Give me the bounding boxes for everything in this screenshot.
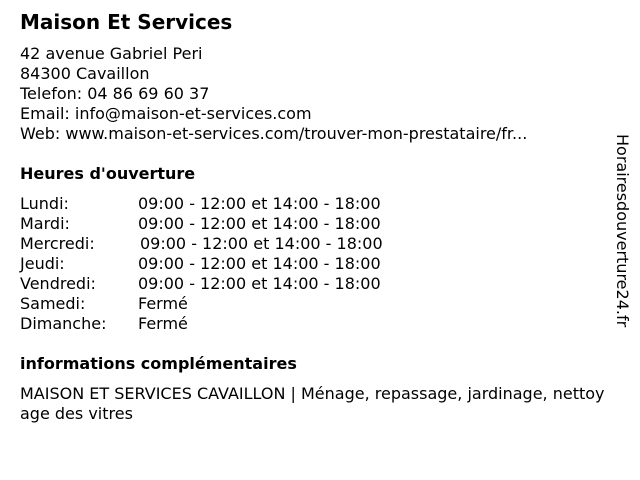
day-label: Dimanche:	[20, 314, 107, 333]
day-label: Vendredi:	[20, 274, 96, 293]
time-value: 09:00 - 12:00 et 14:00 - 18:00	[138, 254, 381, 273]
hours-row-friday	[20, 274, 440, 294]
contact-block	[20, 44, 527, 144]
additional-info-text: MAISON ET SERVICES CAVAILLON | Ménage, repassage, jardinage, nettoyage des vitres	[20, 384, 605, 423]
time-value: 09:00 - 12:00 et 14:00 - 18:00	[138, 194, 381, 213]
hours-row-sunday	[20, 314, 440, 334]
day-label: Lundi:	[20, 194, 69, 213]
time-value: 09:00 - 12:00 et 14:00 - 18:00	[138, 214, 381, 233]
hours-row-tuesday	[20, 214, 440, 234]
day-label: Jeudi:	[20, 254, 65, 273]
phone-number: Telefon: 04 86 69 60 37	[20, 84, 210, 103]
address-line-2: 84300 Cavaillon	[20, 64, 150, 83]
day-label: Samedi:	[20, 294, 86, 313]
day-label: Mardi:	[20, 214, 70, 233]
time-value: 09:00 - 12:00 et 14:00 - 18:00	[138, 274, 381, 293]
email-address: Email: info@maison-et-services.com	[20, 104, 312, 123]
hours-row-thursday	[20, 254, 440, 274]
opening-hours-list	[20, 194, 440, 334]
time-value: Fermé	[138, 314, 188, 333]
time-value: 09:00 - 12:00 et 14:00 - 18:00	[140, 234, 383, 253]
business-name: Maison Et Services	[20, 10, 233, 34]
address-line-1: 42 avenue Gabriel Peri	[20, 44, 203, 63]
additional-info-heading: informations complémentaires	[20, 354, 297, 373]
website-link[interactable]: Web: www.maison-et-services.com/trouver-mon-prestataire/fr...	[20, 124, 528, 143]
day-label: Mercredi:	[20, 234, 95, 253]
site-watermark: Horairesdouverture24.fr	[613, 134, 632, 328]
time-value: Fermé	[138, 294, 188, 313]
hours-row-saturday	[20, 294, 440, 314]
opening-hours-heading: Heures d'ouverture	[20, 164, 196, 183]
hours-row-wednesday	[20, 234, 440, 254]
hours-row-monday	[20, 194, 440, 214]
